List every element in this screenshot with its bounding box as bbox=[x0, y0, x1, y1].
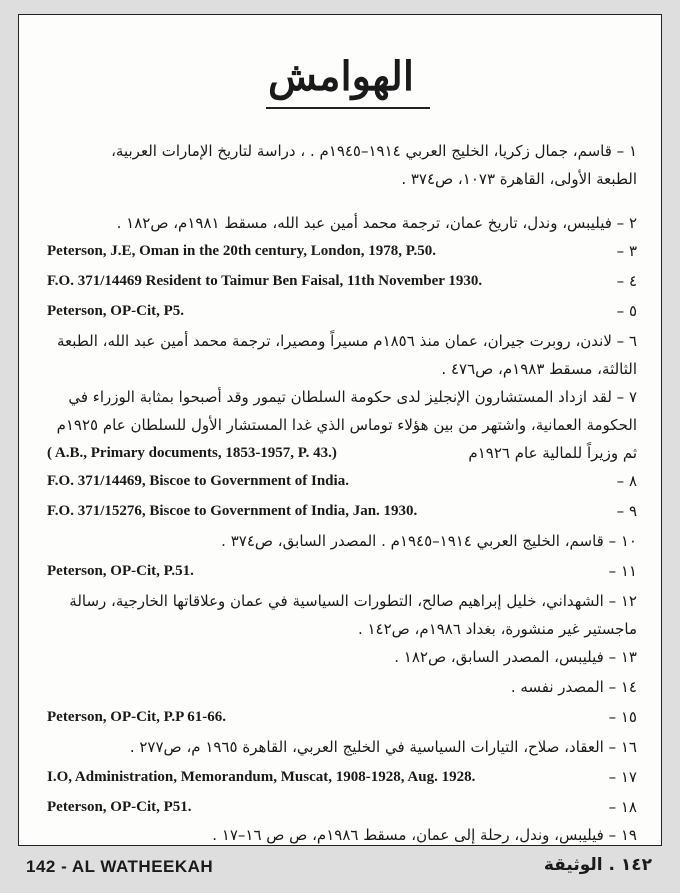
footnote-4-number: ٤ – bbox=[616, 272, 637, 290]
footnote-16 bbox=[47, 733, 637, 761]
footer-page-label-arabic: ١٤٢ . الوثيقة bbox=[543, 855, 652, 875]
footnote-5-number: ٥ – bbox=[616, 302, 637, 320]
footnote-8-number: ٨ – bbox=[616, 472, 637, 490]
footnote-10-line-1: ١٠ – قاسم، الخليج العربي ١٩١٤–١٩٤٥م . المصدر السابق، ص٣٧٤ . bbox=[221, 532, 637, 550]
footer-page-label-latin: 142 - AL WATHEEKAH bbox=[26, 857, 214, 876]
footnote-3-text: Peterson, J.E, Oman in the 20th century, London, 1978, P.50. bbox=[47, 243, 437, 259]
footnote-9 bbox=[47, 497, 637, 525]
footnotes-list bbox=[19, 15, 661, 845]
footnote-12 bbox=[47, 587, 637, 643]
footnote-17-text: I.O, Administration, Memorandum, Muscat, 1908-1928, Aug. 1928. bbox=[47, 769, 476, 785]
footnote-5-text: Peterson, OP-Cit, P5. bbox=[47, 303, 185, 319]
page-frame bbox=[18, 14, 662, 846]
footnote-1-line-2: الطبعة الأولى، القاهرة ١٠٧٣، ص٣٧٤ . bbox=[401, 170, 637, 188]
footnote-14 bbox=[47, 673, 637, 701]
footnote-1-line-1: ١ – قاسم، جمال زكريا، الخليج العربي ١٩١٤–١٩٤٥م . ، دراسة لتاريخ الإمارات العربية، bbox=[111, 142, 637, 160]
footnote-19 bbox=[47, 821, 637, 849]
footnote-13 bbox=[47, 643, 637, 671]
footnote-12-line-1: ١٢ – الشهداني، خليل إبراهيم صالح، التطورات السياسية في عمان وعلاقاتها الخارجية، رسالة bbox=[69, 592, 637, 610]
footnote-7-citation: ( A.B., Primary documents, 1853-1957, P. 43.) bbox=[47, 445, 337, 461]
footnote-8 bbox=[47, 467, 637, 495]
footnote-6-line-2: الثالثة، مسقط ١٩٨٣م، ص٤٧٦ . bbox=[441, 360, 637, 378]
footnote-14-line-1: ١٤ – المصدر نفسه . bbox=[510, 678, 637, 696]
footnote-7-arabic-tail: ثم وزيراً للمالية عام ١٩٢٦م bbox=[468, 444, 637, 462]
footnote-1 bbox=[47, 137, 637, 193]
footnote-11-text: Peterson, OP-Cit, P.51. bbox=[47, 563, 194, 579]
footnote-2-line-1: ٢ – فيليبس، وندل، تاريخ عمان، ترجمة محمد أمين عبد الله، مسقط ١٩٨١م، ص١٨٢ . bbox=[116, 214, 637, 232]
footnote-8-text: F.O. 371/14469, Biscoe to Government of India. bbox=[47, 473, 349, 489]
footnote-12-line-2: ماجستير غير منشورة، بغداد ١٩٨٦م، ص١٤٢ . bbox=[357, 620, 637, 638]
footnote-4 bbox=[47, 267, 637, 295]
footnote-18-number: ١٨ – bbox=[608, 798, 637, 816]
footnote-7-line-2: الحكومة العمانية، واشتهر من بين هؤلاء توماس الذي غدا المستشار الأول للسلطان عام ١٩٢٥م bbox=[56, 416, 637, 434]
footnote-5 bbox=[47, 297, 637, 325]
footnote-11 bbox=[47, 557, 637, 585]
footnote-9-text: F.O. 371/15276, Biscoe to Government of India, Jan. 1930. bbox=[47, 503, 418, 519]
footnote-10 bbox=[47, 527, 637, 555]
footnote-17-number: ١٧ – bbox=[608, 768, 637, 786]
footnote-13-line-1: ١٣ – فيليبس، المصدر السابق، ص١٨٢ . bbox=[394, 648, 637, 666]
footnote-18 bbox=[47, 793, 637, 821]
footnote-3 bbox=[47, 237, 637, 265]
footnote-4-text: F.O. 371/14469 Resident to Taimur Ben Faisal, 11th November 1930. bbox=[47, 273, 483, 289]
footnote-15-number: ١٥ – bbox=[608, 708, 637, 726]
footnote-7-line-3 bbox=[47, 439, 637, 467]
footnote-7-line-1: ٧ – لقد ازداد المستشارون الإنجليز لدى حكومة السلطان تيمور وقد أصبحوا بمثابة الوزراء في bbox=[68, 388, 637, 406]
footnote-7 bbox=[47, 383, 637, 467]
page-title: الهوامش bbox=[268, 53, 414, 100]
footnote-6 bbox=[47, 327, 637, 383]
footnote-11-number: ١١ – bbox=[608, 562, 637, 580]
footnote-15-text: Peterson, OP-Cit, P.P 61-66. bbox=[47, 709, 226, 725]
footnote-16-line-1: ١٦ – العقاد، صلاح، التيارات السياسية في الخليج العربي، القاهرة ١٩٦٥ م، ص٢٧٧ . bbox=[129, 738, 637, 756]
footnote-6-line-1: ٦ – لاندن، روبرت جيران، عمان منذ ١٨٥٦م مسيراً ومصيرا، ترجمة محمد أمين عبد الله، الطبعة bbox=[57, 332, 637, 350]
footnote-3-number: ٣ – bbox=[616, 242, 637, 260]
footnote-2 bbox=[47, 209, 637, 237]
footnote-17 bbox=[47, 763, 637, 791]
footnote-9-number: ٩ – bbox=[616, 502, 637, 520]
footnote-19-line-1: ١٩ – فيليبس، وندل، رحلة إلى عمان، مسقط ١٩٨٦م، ص ص ١٦–١٧ . bbox=[212, 826, 637, 844]
footnote-18-text: Peterson, OP-Cit, P51. bbox=[47, 799, 192, 815]
footnote-15 bbox=[47, 703, 637, 731]
